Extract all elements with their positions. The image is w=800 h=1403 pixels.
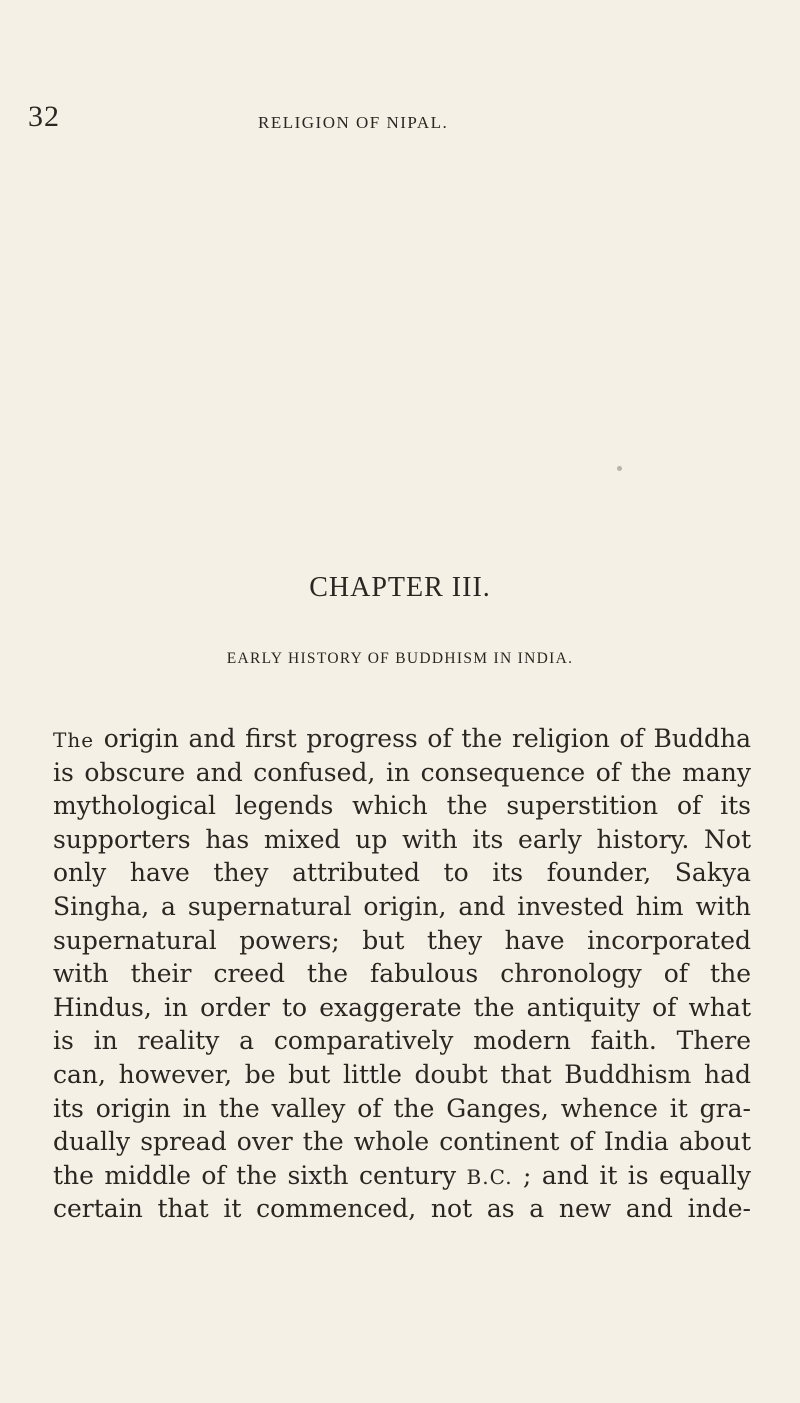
text-line: is in reality a comparatively modern faith. There <box>53 1026 751 1056</box>
lead-word-small-caps: The <box>53 728 95 752</box>
text-line: certain that it commenced, not as a new and inde- <box>53 1194 751 1224</box>
body-paragraph <box>53 722 751 1226</box>
text-line: with their creed the fabulous chronology of the <box>53 959 751 989</box>
text-line: supernatural powers; but they have incorporated <box>53 925 751 955</box>
text-line: mythological legends which the superstition of its <box>53 791 751 821</box>
text-line: Hindus, in order to exaggerate the antiquity of what <box>53 992 751 1022</box>
text-line: can, however, be but little doubt that Buddhism had <box>53 1059 751 1089</box>
text-line: dually spread over the whole continent of India about <box>53 1127 751 1157</box>
text-line <box>53 1159 751 1193</box>
chapter-title: CHAPTER III. <box>309 572 491 603</box>
text-line: its origin in the valley of the Ganges, whence it gra- <box>53 1093 751 1123</box>
page-number: 32 <box>28 100 60 133</box>
era-suffix: ; <box>512 1160 542 1190</box>
era-abbreviation: B.C. <box>466 1164 513 1189</box>
text-line: Singha, a supernatural origin, and invested him with <box>53 891 751 921</box>
text-line: is obscure and confused, in consequence of the many <box>53 757 751 787</box>
text-line-content: origin and first progress of the religion of Buddha <box>94 724 751 753</box>
paper-speck <box>617 466 622 471</box>
text-line: only have they attributed to its founder, Sakya <box>53 858 751 888</box>
running-head: RELIGION OF NIPAL. <box>258 113 449 132</box>
text-line <box>53 722 751 756</box>
text-line: supporters has mixed up with its early history. Not <box>53 824 751 854</box>
text-line-content: the middle of the sixth century <box>53 1160 457 1190</box>
text-line-content: and it is equally <box>541 1160 751 1190</box>
chapter-subtitle: EARLY HISTORY OF BUDDHISM IN INDIA. <box>226 650 574 667</box>
